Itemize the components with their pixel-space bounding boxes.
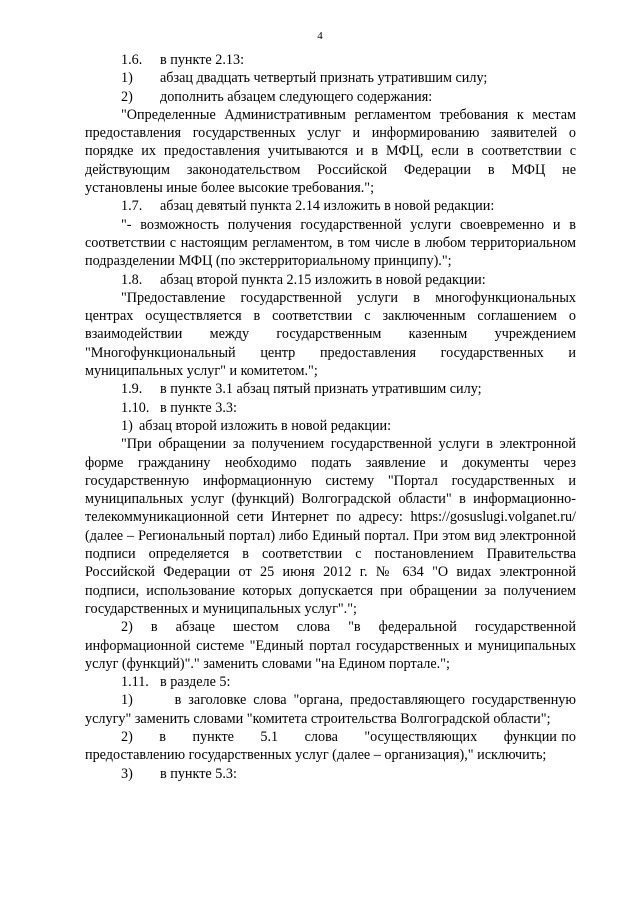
item-text: абзац девятый пункта 2.14 изложить в новой редакции: [160,198,495,215]
list-item [85,673,576,691]
item-number: 1.7. [121,198,143,215]
document-body [85,51,580,783]
list-item [85,417,576,435]
list-item [85,51,576,69]
item-text: дополнить абзацем следующего содержания: [160,88,433,105]
paragraph: "Предоставление государственной услуги в многофункциональных центрах осуществляется в соответствии с заключенным соглашением о взаимодействии между государственным казенным учреждением "Многофункциональный центр предоставления государственных и муниципальных услуг" и комитетом."; [85,289,576,380]
list-item [85,380,576,398]
item-number: 1) [121,417,133,434]
paragraph: "Определенные Административным регламентом требования к местам предоставления государственных услуг и информированию заявителей о порядке их предоставления учитываются и в МФЦ, если в соответствии с действующим законодательством Российской Федерации в МФЦ не установлены иные более высокие требования."; [85,106,576,197]
item-text: в пункте 3.3: [160,399,237,416]
list-item [85,88,576,106]
item-number: 1.6. [121,52,143,68]
item-number: 1.10. [121,399,150,416]
list-item [85,399,576,417]
item-number: 1.11. [121,674,149,691]
item-text: абзац двадцать четвертый признать утратившим силу; [160,70,488,87]
paragraph: "- возможность получения государственной услуги своевременно и в соответствии с настоящим регламентом, в том числе в любом территориальном подразделении МФЦ (по экстерриториальному принципу)."; [85,216,576,270]
list-item [85,197,576,215]
item-text: в разделе 5: [160,674,231,691]
list-item [85,69,576,87]
paragraph: "При обращении за получением государственной услуги в электронной форме гражданину необходимо подать заявление и документы через государственную информационную систему "Портал государственных и муниципальных услуг (функций) Волгоградской области" в информационно-телекоммуникационной сети Интернет по адресу: https://gosuslugi.volganet.ru/ (далее – Региональный портал) либо Единый портал. При этом вид электронной подписи определяется в соответствии с постановлением Правительства Российской Федерации от 25 июня 2012 г. № 634 "О видах электронной подписи, использование которых допускается при обращении за получением государственных и муниципальных услуг"."; [85,436,576,617]
paragraph: 1) в заголовке слова "органа, предоставляющего государственную услугу" заменить словами "комитета строительства Волгоградской области"; [85,692,580,727]
list-item [85,271,576,289]
paragraph: 2) в пункте 5.1 слова "осуществляющих функции по предоставлению государственных услуг (далее – организация)," исключить; [85,728,580,764]
item-text: абзац второй пункта 2.15 изложить в новой редакции: [160,271,486,288]
item-text: в пункте 3.1 абзац пятый признать утратившим силу; [160,381,482,398]
page-number: 4 [317,30,323,42]
item-number: 1) [121,70,133,87]
item-text: в пункте 5.3: [160,765,237,782]
item-text: абзац второй изложить в новой редакции: [139,417,392,434]
item-number: 1.9. [121,381,143,398]
item-number: 3) [121,765,133,782]
item-number: 1.8. [121,271,143,288]
item-number: 2) [121,88,133,105]
item-text: в пункте 2.13: [160,52,245,68]
paragraph: 2) в абзаце шестом слова "в федеральной государственной информационной системе "Единый портал государственных и муниципальных услуг (функций)"." заменить словами "на Едином портале."; [85,619,576,672]
list-item [85,765,576,783]
